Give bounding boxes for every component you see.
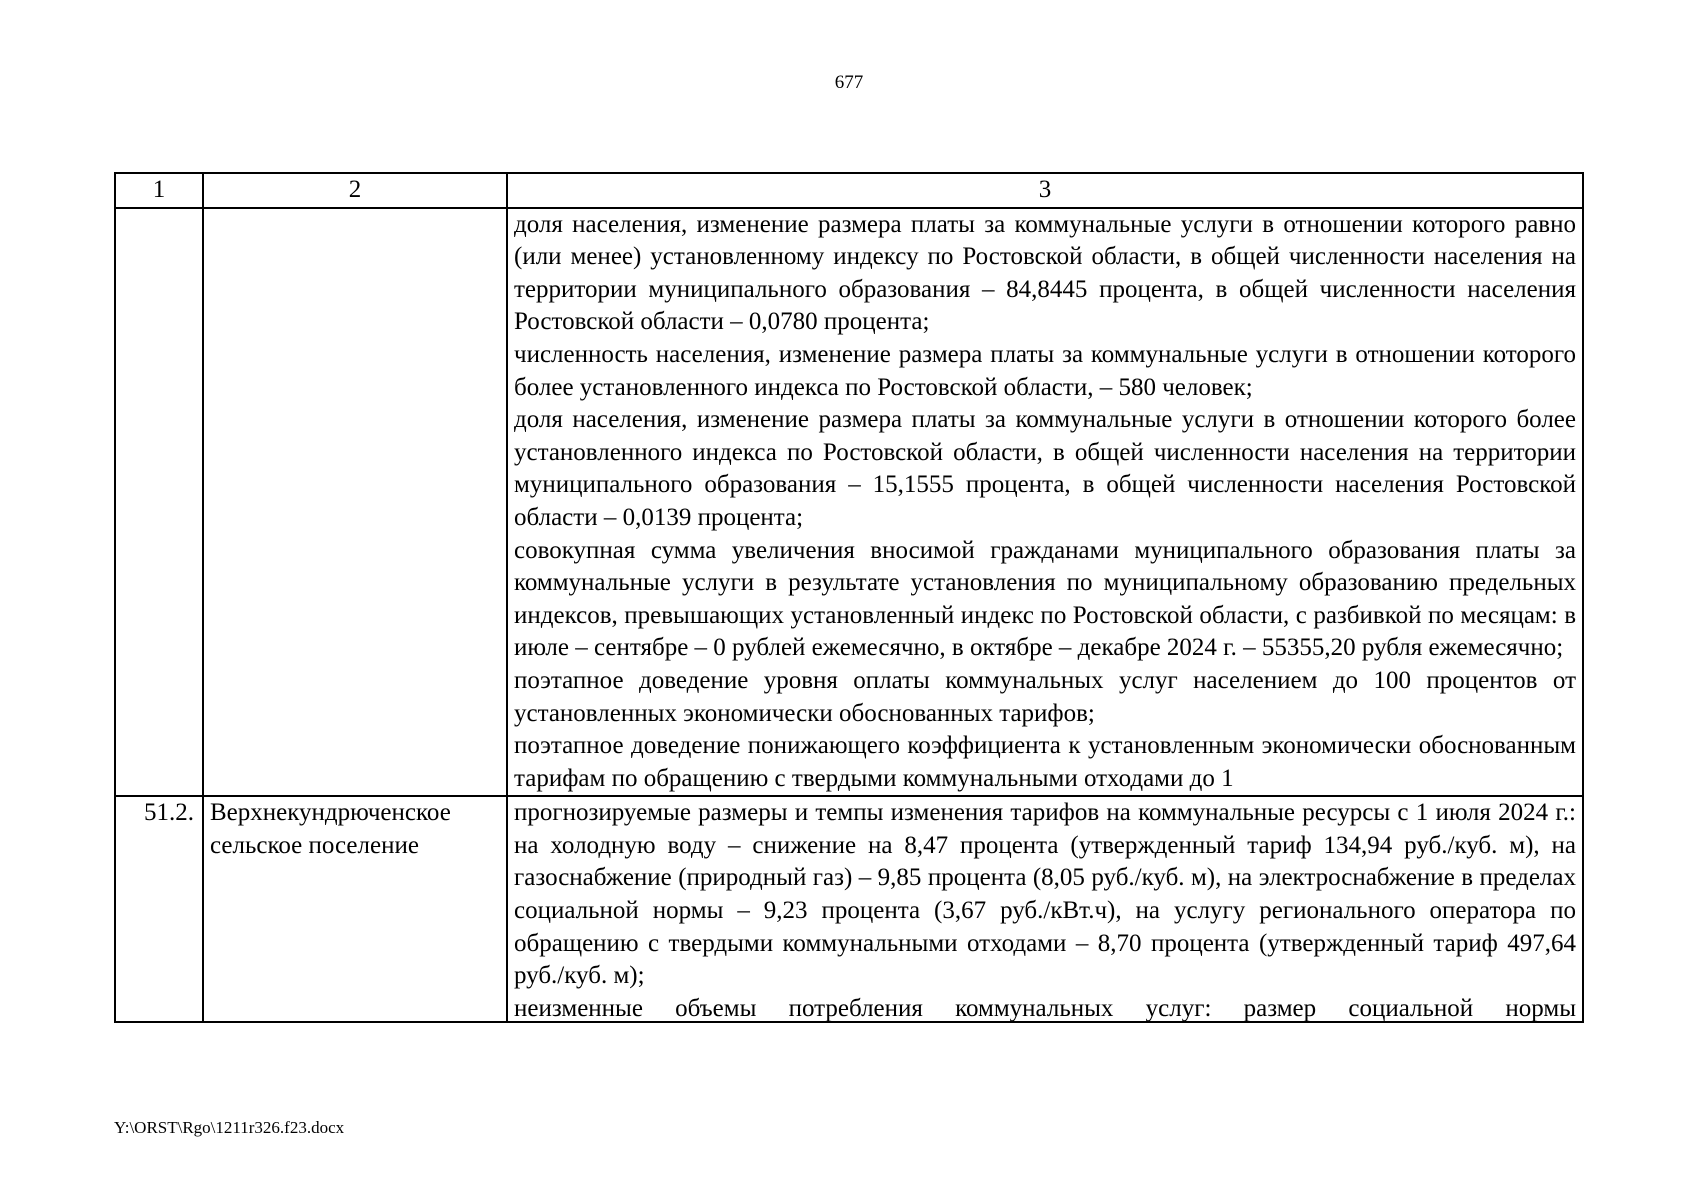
paragraph-population-share-within-index: доля населения, изменение размера платы за коммунальные услуги в отношении которого равно (или менее) установленному индексу по Ростовской области, в общей численности населения на территории муниципального образования – 84,8445 процента, в общей численности населения Ростовской области – 0,0780 процента; (514, 210, 1576, 336)
tariff-table (114, 172, 1584, 1023)
municipality-name: Верхнекундрюченское сельское поселение (203, 796, 507, 1022)
column-header-1: 1 (115, 173, 203, 208)
table-header-row (115, 173, 1583, 208)
paragraph-consumption-volumes: неизменные объемы потребления коммунальных услуг: размер социальной нормы (514, 994, 1576, 1022)
row-number: 51.2. (115, 796, 203, 1022)
row-description (507, 208, 1583, 797)
document-file-path: Y:\ORST\Rgo\1211r326.f23.docx (114, 1118, 345, 1137)
column-header-3: 3 (507, 173, 1583, 208)
paragraph-population-count-above-index: численность населения, изменение размера платы за коммунальные услуги в отношении которого более установленного индекса по Ростовской области, – 580 человек; (514, 340, 1576, 401)
paragraph-total-payment-increase: совокупная сумма увеличения вносимой гражданами муниципального образования платы за коммунальные услуги в результате установления по муниципальному образованию предельных индексов, превышающих установленный индекс по Ростовской области, с разбивкой по месяцам: в июле – сентябре – 0 рублей ежемесячно, в октябре – декабре 2024 г. – 55355,20 рубля ежемесячно; (514, 536, 1576, 662)
column-header-2: 2 (203, 173, 507, 208)
paragraph-population-share-above-index: доля населения, изменение размера платы за коммунальные услуги в отношении которого более установленного индекса по Ростовской области, в общей численности населения на территории муниципального образования – 15,1555 процента, в общей численности населения Ростовской области – 0,0139 процента; (514, 406, 1576, 531)
row-description (507, 796, 1583, 1022)
paragraph-payment-level-increase: поэтапное доведение уровня оплаты коммунальных услуг населением до 100 процентов от установленных экономически обоснованных тарифов; (514, 666, 1576, 727)
page-number: 677 (834, 72, 864, 93)
table-row-continued (115, 208, 1583, 797)
row-description-content (514, 797, 1576, 1021)
row-number (115, 208, 203, 797)
table-row-51-2 (115, 796, 1583, 1022)
municipality-name (203, 208, 507, 797)
paragraph-reduction-coefficient: поэтапное доведение понижающего коэффициента к установленным экономически обоснованным тарифам по обращению с твердыми коммунальными отходами до 1 (514, 732, 1576, 792)
paragraph-tariff-forecast: прогнозируемые размеры и темпы изменения тарифов на коммунальные ресурсы с 1 июля 2024 г.: на холодную воду – снижение на 8,47 процента (утвержденный тариф 134,94 руб./куб. м), на газоснабжение (природный газ) – 9,85 процента (8,05 руб./куб. м), на электроснабжение в пределах социальной нормы – 9,23 процента (3,67 руб./кВт.ч), на услугу регионального оператора по обращению с твердыми коммунальными отходами – 8,70 процента (утвержденный тариф 497,64 руб./куб. м); (514, 799, 1576, 990)
